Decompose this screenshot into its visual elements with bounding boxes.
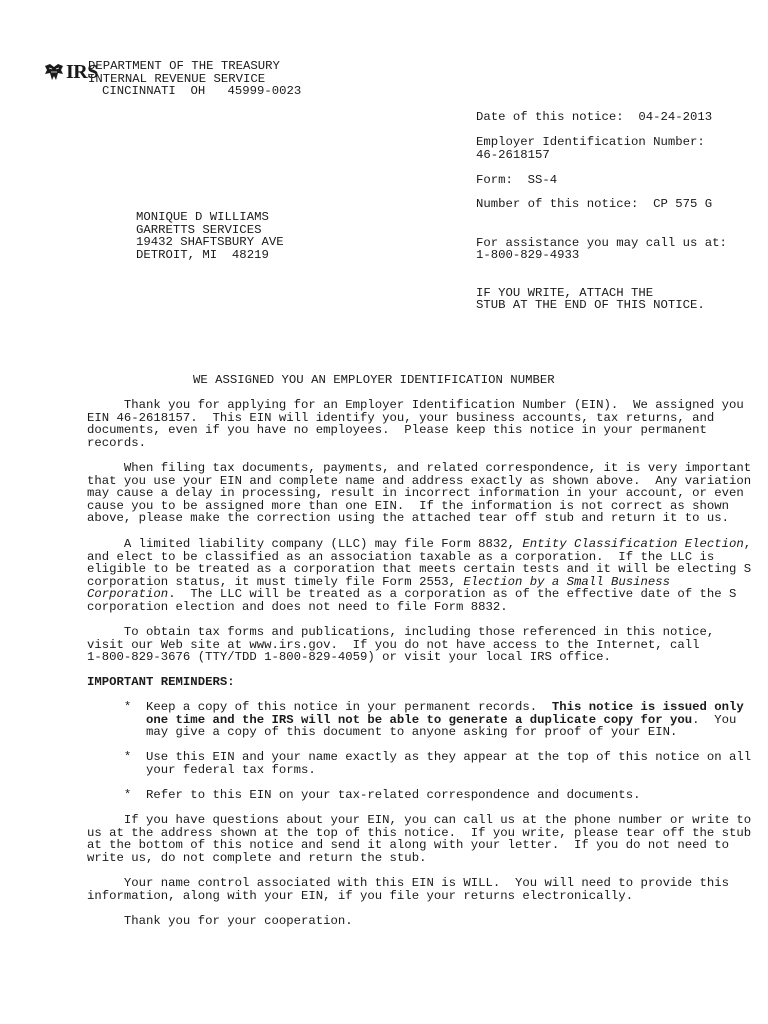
form-2553-title: Election by a Small Business — [463, 574, 670, 589]
text-line: information, along with your EIN, if you file your returns electronically. — [87, 888, 634, 903]
paragraph-llc — [87, 538, 751, 614]
text-line: at the bottom of this notice and send it along with your letter. If you do not need to — [87, 838, 730, 853]
irs-logo-text: IRS — [66, 61, 98, 83]
reminder-use-ein — [87, 751, 751, 776]
text-line: visit our Web site at www.irs.gov. If you do not have access to the Internet, call — [87, 637, 700, 652]
text-line: * Use this EIN and your name exactly as they appear at the top of this notice on all — [87, 750, 752, 764]
text-line: A limited liability company (LLC) may file Form 8832, Entity Classification Election, — [87, 537, 752, 551]
recipient-address — [136, 211, 284, 261]
assistance-label: For assistance you may call us at: — [476, 236, 727, 250]
paragraph-questions — [87, 814, 751, 864]
form-2553-title-cont: Corporation — [87, 587, 169, 602]
agency-address — [88, 60, 301, 98]
stub-instruction-line: STUB AT THE END OF THIS NOTICE. — [476, 298, 705, 312]
notice-number: Number of this notice: CP 575 G — [476, 197, 713, 211]
text-line: that you use your EIN and complete name and address exactly as shown above. Any variation — [87, 473, 752, 488]
notice-date: Date of this notice: 04-24-2013 — [476, 110, 713, 124]
text-line: documents, even if you have no employees. Please keep this notice in your permanent — [87, 423, 707, 438]
text-line: When filing tax documents, payments, and related correspondence, it is very important — [87, 461, 752, 475]
reminder-keep-copy — [87, 701, 744, 739]
text-line: records. — [87, 435, 147, 450]
text-line: your federal tax forms. — [87, 762, 316, 777]
recipient-line: 19432 SHAFTSBURY AVE — [136, 235, 284, 250]
recipient-line: DETROIT, MI 48219 — [136, 247, 269, 262]
assistance-phone: 1-800-829-4933 — [476, 248, 580, 262]
text-line: may cause a delay in processing, result in incorrect information in your account, or even — [87, 486, 744, 501]
text-line: Your name control associated with this EIN is WILL. You will need to provide this — [87, 876, 730, 890]
important-reminders-heading: IMPORTANT REMINDERS: — [87, 675, 235, 689]
closing-line: Thank you for your cooperation. — [87, 914, 353, 928]
text-line: * Keep a copy of this notice in your permanent records. This notice is issued only — [87, 700, 744, 714]
text-line: Thank you for applying for an Employer Identification Number (EIN). We assigned you — [87, 398, 744, 412]
text-line: write us, do not complete and return the stub. — [87, 850, 427, 865]
form-line: Form: SS-4 — [476, 173, 558, 187]
agency-line: INTERNAL REVENUE SERVICE — [88, 71, 266, 86]
text-line: cause you to be assigned more than one EIN. If the information is not correct as shown — [87, 498, 730, 513]
ein-label: Employer Identification Number: — [476, 135, 705, 149]
text-line: If you have questions about your EIN, you can call us at the phone number or write to — [87, 813, 752, 827]
paragraph-tax-forms — [87, 626, 714, 664]
agency-line: CINCINNATI OH 45999-0023 — [102, 84, 302, 99]
text-line: corporation status, it must timely file Form 2553, Election by a Small Business — [87, 574, 670, 589]
text-line: and elect to be classified as an association taxable as a corporation. If the LLC is — [87, 549, 715, 564]
text-line: corporation election and does not need to file Form 8832. — [87, 599, 508, 614]
form-8832-title: Entity Classification Election — [522, 537, 744, 551]
reminder-refer-ein: * Refer to this EIN on your tax-related correspondence and documents. — [87, 788, 641, 802]
recipient-line: MONIQUE D WILLIAMS — [136, 210, 269, 224]
text-line: us at the address shown at the top of this notice. If you write, please tear off the stub — [87, 825, 752, 840]
recipient-line: GARRETTS SERVICES — [136, 222, 262, 237]
text-line: EIN 46-2618157. This EIN will identify you, your business accounts, tax returns, and — [87, 410, 715, 425]
text-line: eligible to be treated as a corporation that meets certain tests and it will be electing S — [87, 562, 752, 577]
paragraph-ein-assigned — [87, 399, 744, 449]
paragraph-filing-documents — [87, 462, 751, 525]
paragraph-name-control — [87, 877, 729, 902]
ein-value: 46-2618157 — [476, 148, 550, 162]
stub-instruction-line: IF YOU WRITE, ATTACH THE — [476, 286, 654, 300]
text-line: above, please make the correction using the attached tear off stub and return it to us. — [87, 511, 730, 526]
text-line: Corporation. The LLC will be treated as a corporation as of the effective date of the S — [87, 587, 737, 602]
agency-line: DEPARTMENT OF THE TREASURY — [88, 59, 280, 73]
text-line: 1-800-829-3676 (TTY/TDD 1-800-829-4059) or visit your local IRS office. — [87, 650, 611, 665]
text-line: one time and the IRS will not be able to generate a duplicate copy for you. You — [87, 712, 737, 727]
text-line: To obtain tax forms and publications, including those referenced in this notice, — [87, 625, 715, 639]
text-line: may give a copy of this document to anyone asking for proof of your EIN. — [87, 725, 678, 740]
notice-title: WE ASSIGNED YOU AN EMPLOYER IDENTIFICATION NUMBER — [193, 373, 555, 387]
irs-eagle-icon — [43, 62, 65, 82]
